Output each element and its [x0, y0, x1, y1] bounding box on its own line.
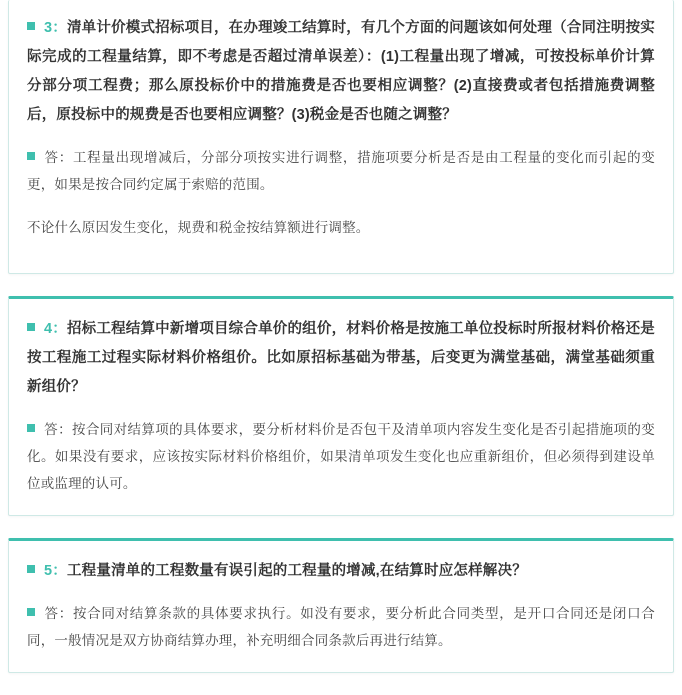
- question-number: 3：: [44, 20, 67, 36]
- answer-block: [27, 600, 655, 654]
- question-text: 清单计价模式招标项目，在办理竣工结算时，有几个方面的问题该如何处理（合同注明按实际完成的工程量结算，即不考虑是否超过清单误差）：(1)工程量出现了增减，可按投标单价计算分部分项工程费；那么原投标价中的措施费是否也要相应调整？(2)直接费或者包括措施费调整后，原投标中的规费是否也要相应调整？(3)税金是否也随之调整？: [27, 20, 655, 123]
- square-bullet-icon: [27, 323, 35, 331]
- answer-block: [27, 416, 655, 497]
- question-text: 招标工程结算中新增项目综合单价的组价，材料价格是按施工单位投标时所报材料价格还是按工程施工过程实际材料价格组价。比如原招标基础为带基，后变更为满堂基础，满堂基础须重新组价？: [27, 320, 655, 395]
- answer-line: [27, 600, 655, 654]
- square-bullet-icon: [27, 565, 35, 573]
- answer-block: [27, 144, 655, 241]
- answer-line: [27, 416, 655, 497]
- answer-label: 答：: [44, 150, 73, 165]
- question-number: 5：: [44, 562, 67, 579]
- qa-card-5: [8, 538, 674, 673]
- qa-card-4: [8, 296, 674, 516]
- answer-label: 答：: [44, 605, 73, 621]
- answer-text: 按合同对结算项的具体要求，要分析材料价是否包干及清单项内容发生变化是否引起措施项的变化。如果没有要求，应该按实际材料价格组价，如果清单项发生变化也应重新组价，但必须得到建设单位或监理的认可。: [27, 421, 655, 491]
- question-line: [27, 14, 655, 130]
- answer-line: [27, 144, 655, 198]
- square-bullet-icon: [27, 424, 35, 432]
- question-number: 4：: [44, 320, 67, 337]
- answer-text: 按合同对结算条款的具体要求执行。如没有要求，要分析此合同类型，是开口合同还是闭口合同，一般情况是双方协商结算办理，补充明细合同条款后再进行结算。: [27, 605, 655, 648]
- answer-label: 答：: [44, 421, 72, 437]
- square-bullet-icon: [27, 152, 35, 160]
- question-line: [27, 557, 655, 586]
- square-bullet-icon: [27, 22, 35, 30]
- question-line: [27, 315, 655, 402]
- answer-text: 工程量出现增减后，分部分项按实进行调整，措施项要分析是否是由工程量的变化而引起的变更，如果是按合同约定属于索赔的范围。: [27, 150, 655, 192]
- square-bullet-icon: [27, 608, 35, 616]
- answer-extra-text: 不论什么原因发生变化，规费和税金按结算额进行调整。: [27, 220, 370, 235]
- question-text: 工程量清单的工程数量有误引起的工程量的增减,在结算时应怎样解决？: [66, 562, 527, 579]
- qa-card-3: [8, 0, 674, 274]
